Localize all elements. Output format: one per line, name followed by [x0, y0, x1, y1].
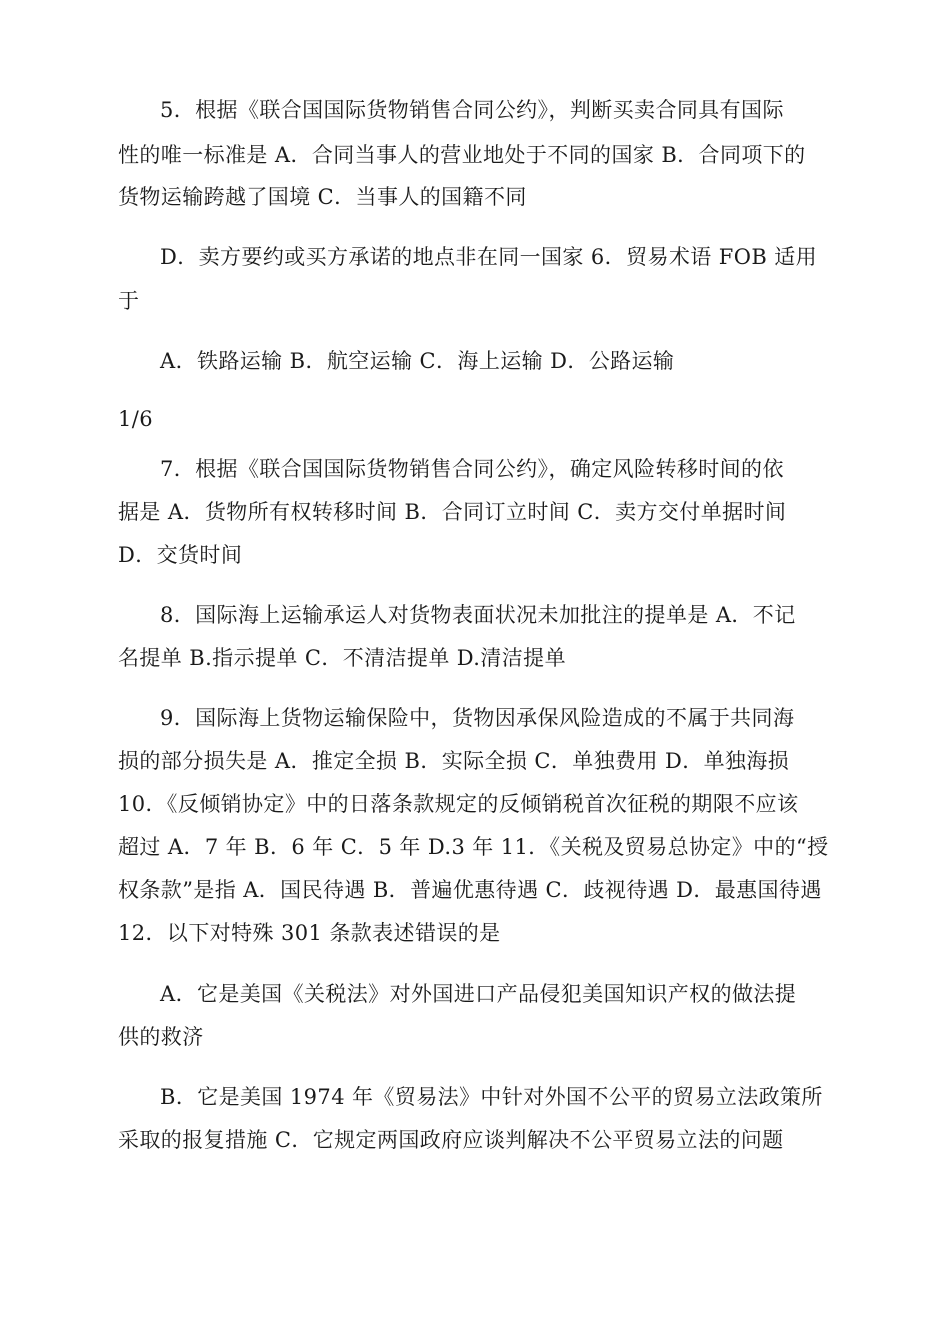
text-line: 5．根据《联合国国际货物销售合同公约》，判断买卖合同具有国际: [160, 98, 784, 122]
text-line: 名提单 B.指示提单 C．不清洁提单 D.清洁提单: [118, 646, 566, 670]
text-line: 9．国际海上货物运输保险中，货物因承保风险造成的不属于共同海: [160, 706, 795, 730]
text-line: B．它是美国 1974 年《贸易法》中针对外国不公平的贸易立法政策所: [160, 1085, 823, 1109]
text-line: 供的救济: [118, 1025, 204, 1049]
text-line: D．卖方要约或买方承诺的地点非在同一国家 6．贸易术语 FOB 适用: [160, 245, 818, 269]
text-line: 于: [118, 289, 140, 313]
text-line: 货物运输跨越了国境 C．当事人的国籍不同: [118, 185, 527, 209]
text-line: 7．根据《联合国国际货物销售合同公约》，确定风险转移时间的依: [160, 457, 784, 481]
text-line: 超过 A．7 年 B．6 年 C．5 年 D.3 年 11．《关税及贸易总协定》中的“授: [118, 835, 829, 859]
text-line: A．它是美国《关税法》对外国进口产品侵犯美国知识产权的做法提: [160, 982, 797, 1006]
text-line: 性的唯一标准是 A．合同当事人的营业地处于不同的国家 B．合同项下的: [118, 143, 806, 167]
text-line: 损的部分损失是 A．推定全损 B．实际全损 C．单独费用 D．单独海损: [118, 749, 790, 773]
text-line: 权条款”是指 A．国民待遇 B．普遍优惠待遇 C．歧视待遇 D．最惠国待遇: [118, 878, 822, 902]
text-line: 8．国际海上运输承运人对货物表面状况未加批注的提单是 A．不记: [160, 603, 796, 627]
text-line: 10．《反倾销协定》中的日落条款规定的反倾销税首次征税的期限不应该: [118, 792, 799, 816]
text-line: D．交货时间: [118, 543, 243, 567]
text-line: 12．以下对特殊 301 条款表述错误的是: [118, 921, 501, 945]
text-line: 采取的报复措施 C．它规定两国政府应谈判解决不公平贸易立法的问题: [118, 1128, 784, 1152]
text-line: 据是 A．货物所有权转移时间 B．合同订立时间 C．卖方交付单据时间: [118, 500, 787, 524]
text-line: A．铁路运输 B．航空运输 C．海上运输 D．公路运输: [160, 349, 675, 373]
page-number: 1/6: [118, 407, 153, 431]
